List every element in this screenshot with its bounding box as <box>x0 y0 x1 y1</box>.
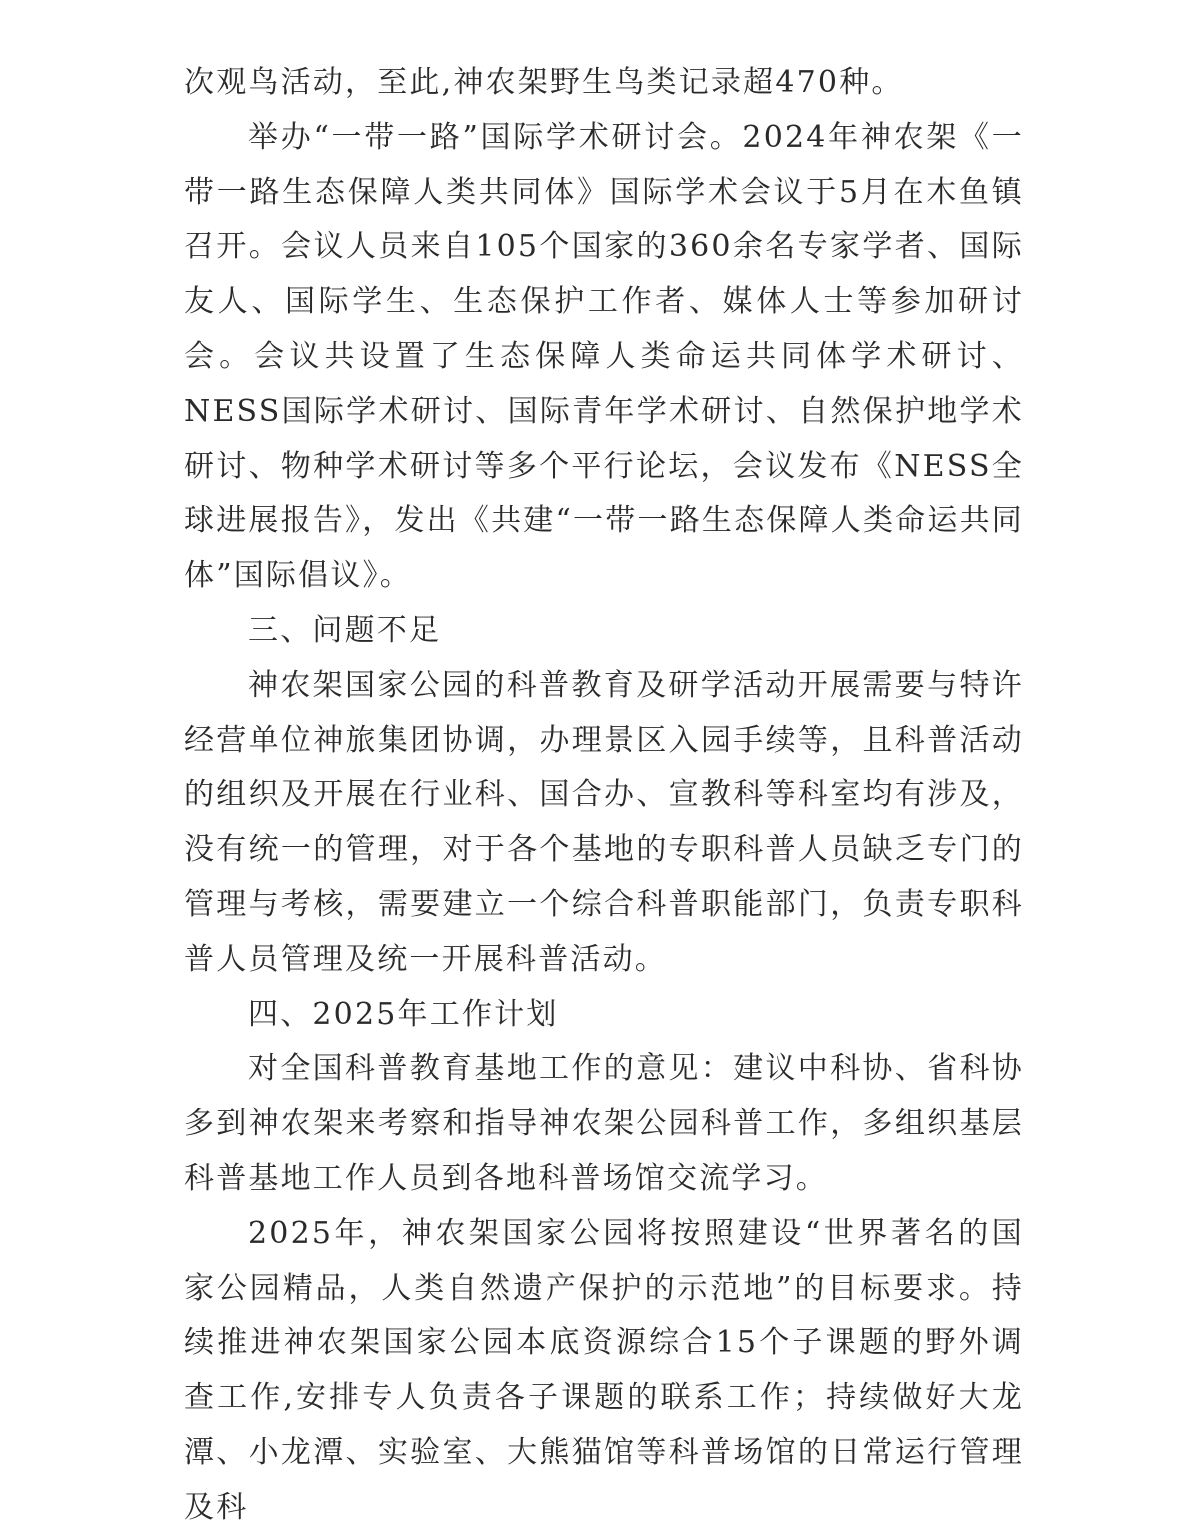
paragraph-opinions: 对全国科普教育基地工作的意见：建议中科协、省科协多到神农架来考察和指导神农架公园科普工作，多组织基层科普基地工作人员到各地科普场馆交流学习。 <box>184 1051 1024 1196</box>
paragraph-bird-records: 次观鸟活动，至此,神农架野生鸟类记录超470种。 <box>184 65 904 100</box>
section-heading-problems: 三、问题不足 <box>248 612 442 648</box>
paragraph-problems: 神农架国家公园的科普教育及研学活动开展需要与特许经营单位神旅集团协调，办理景区入园手续等，且科普活动的组织及开展在行业科、国合办、宣教科等科室均有涉及，没有统一的管理，对于各个基地的专职科普人员缺乏专门的管理与考核，需要建立一个综合科普职能部门，负责专职科普人员管理及统一开展科普活动。 <box>184 667 1024 977</box>
paragraph-plan-2025: 2025年，神农架国家公园将按照建设“世界著名的国家公园精品，人类自然遗产保护的示范地”的目标要求。持续推进神农架国家公园本底资源综合15个子课题的野外调查工作,安排专人负责各子课题的联系工作；持续做好大龙潭、小龙潭、实验室、大熊猫馆等科普场馆的日常运行管理及科 <box>184 1215 1024 1525</box>
document-body <box>184 56 1024 1536</box>
paragraph-international-forum: 举办“一带一路”国际学术研讨会。2024年神农架《一带一路生态保障人类共同体》国际学术会议于5月在木鱼镇召开。会议人员来自105个国家的360余名专家学者、国际友人、国际学生、生态保护工作者、媒体人士等参加研讨会。会议共设置了生态保障人类命运共同体学术研讨、NESS国际学术研讨、国际青年学术研讨、自然保护地学术研讨、物种学术研讨等多个平行论坛，会议发布《NESS全球进展报告》，发出《共建“一带一路生态保障人类命运共同体”国际倡议》。 <box>184 119 1024 594</box>
section-heading-work-plan: 四、2025年工作计划 <box>248 996 559 1032</box>
